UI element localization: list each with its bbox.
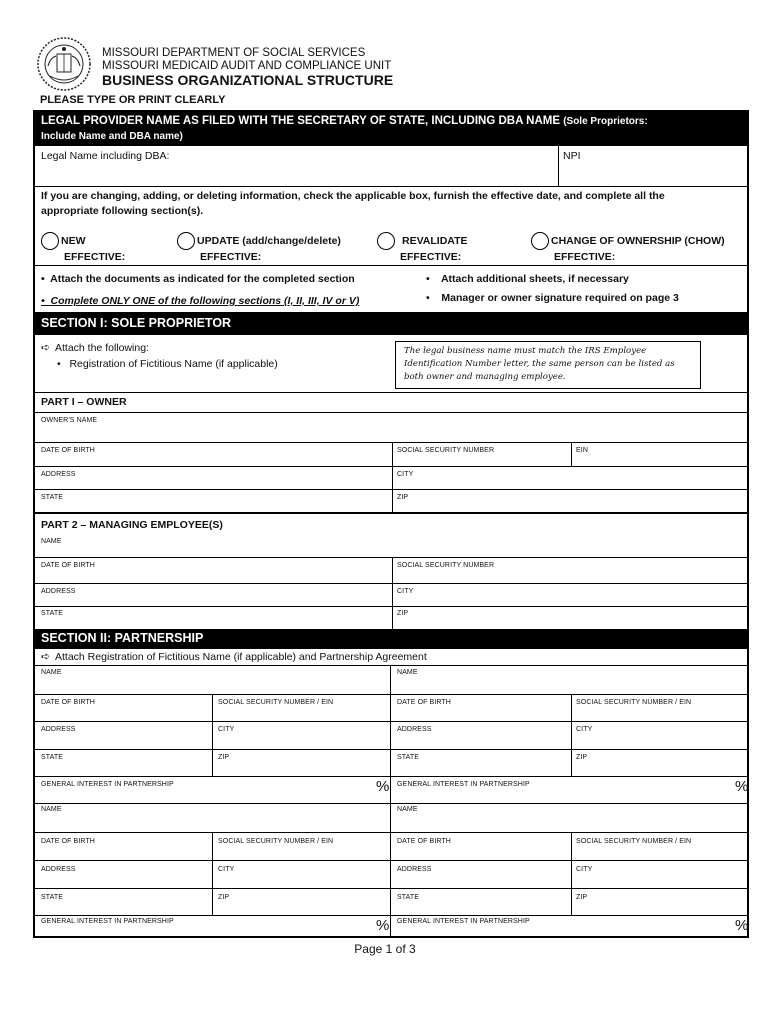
- employee-zip-label: ZIP: [397, 610, 409, 617]
- pointing-hand-icon: ➪: [41, 651, 51, 663]
- form-body: [33, 110, 749, 938]
- owner-zip-label: ZIP: [397, 494, 409, 501]
- bullet-additional-sheets: • Attach additional sheets, if necessary: [426, 273, 629, 285]
- employee-name-label: NAME: [41, 538, 62, 545]
- revalidate-checkbox[interactable]: [377, 232, 395, 250]
- page-number: Page 1 of 3: [354, 942, 416, 956]
- chow-effective-label: EFFECTIVE:: [554, 251, 616, 263]
- bullet-complete-one: • Complete ONLY ONE of the following sections (I, II, III, IV or V): [41, 295, 360, 307]
- npi-label: NPI: [563, 150, 581, 162]
- partner-2-percent-sign: %: [735, 778, 749, 795]
- chow-label: CHANGE OF OWNERSHIP (CHOW): [551, 235, 725, 247]
- partner-4-state-label: STATE: [397, 894, 420, 901]
- npi-field[interactable]: [561, 162, 747, 184]
- partner-4-interest-label: GENERAL INTEREST IN PARTNERSHIP: [397, 918, 530, 925]
- partner-2-name-label: NAME: [397, 669, 418, 676]
- owner-state-label: STATE: [41, 494, 64, 501]
- partner-4-city-label: CITY: [576, 866, 593, 873]
- partner-3-interest-label: GENERAL INTEREST IN PARTNERSHIP: [41, 918, 174, 925]
- part-2-heading: PART 2 – MANAGING EMPLOYEE(S): [41, 519, 223, 531]
- partner-2-city-label: CITY: [576, 726, 593, 733]
- partner-3-dob-label: DATE OF BIRTH: [41, 838, 95, 845]
- partner-1-ssn-label: SOCIAL SECURITY NUMBER / EIN: [218, 699, 334, 706]
- partner-3-ssn-label: SOCIAL SECURITY NUMBER / EIN: [218, 838, 334, 845]
- new-checkbox[interactable]: [41, 232, 59, 250]
- owner-ssn-label: SOCIAL SECURITY NUMBER: [397, 447, 495, 454]
- section-1-header: SECTION I: SOLE PROPRIETOR: [35, 312, 747, 335]
- partner-4-percent-sign: %: [735, 917, 749, 934]
- employee-city-label: CITY: [397, 588, 414, 595]
- section-1-note: The legal business name must match the IRS Employee Identification Number letter, the same person can be listed as both owner and managing employee.: [395, 341, 701, 389]
- partner-3-name-label: NAME: [41, 806, 62, 813]
- employee-state-label: STATE: [41, 610, 64, 617]
- owner-ein-label: EIN: [576, 447, 588, 454]
- unit-name: MISSOURI MEDICAID AUDIT AND COMPLIANCE UNIT: [102, 60, 392, 72]
- partner-2-zip-label: ZIP: [576, 754, 588, 761]
- partner-3-percent-sign: %: [376, 917, 390, 934]
- update-checkbox[interactable]: [177, 232, 195, 250]
- new-label: NEW: [61, 235, 86, 247]
- legal-name-label: Legal Name including DBA:: [41, 150, 170, 162]
- employee-address-label: ADDRESS: [41, 588, 76, 595]
- section-1-item: • Registration of Fictitious Name (if applicable): [57, 358, 278, 370]
- owner-city-label: CITY: [397, 471, 414, 478]
- partner-3-city-label: CITY: [218, 866, 235, 873]
- section-2-attach: ➪ Attach Registration of Fictitious Name (if applicable) and Partnership Agreement: [41, 651, 427, 663]
- bullet-attach-documents: • Attach the documents as indicated for the completed section: [41, 273, 355, 285]
- partner-3-zip-label: ZIP: [218, 894, 230, 901]
- form-title: BUSINESS ORGANIZATIONAL STRUCTURE: [102, 72, 394, 88]
- chow-checkbox[interactable]: [531, 232, 549, 250]
- partner-4-name-label: NAME: [397, 806, 418, 813]
- owner-address-label: ADDRESS: [41, 471, 76, 478]
- partner-1-zip-label: ZIP: [218, 754, 230, 761]
- section-2-header: SECTION II: PARTNERSHIP: [35, 629, 747, 649]
- partner-2-ssn-label: SOCIAL SECURITY NUMBER / EIN: [576, 699, 692, 706]
- department-name: MISSOURI DEPARTMENT OF SOCIAL SERVICES: [102, 47, 366, 59]
- employee-ssn-label: SOCIAL SECURITY NUMBER: [397, 562, 495, 569]
- revalidate-effective-label: EFFECTIVE:: [400, 251, 462, 263]
- partner-4-zip-label: ZIP: [576, 894, 588, 901]
- partner-1-city-label: CITY: [218, 726, 235, 733]
- employee-dob-label: DATE OF BIRTH: [41, 562, 95, 569]
- part-1-heading: PART I – OWNER: [41, 396, 127, 408]
- state-seal-icon: [36, 36, 92, 92]
- partner-3-address-label: ADDRESS: [41, 866, 76, 873]
- partner-2-address-label: ADDRESS: [397, 726, 432, 733]
- bullet-signature-required: • Manager or owner signature required on page 3: [426, 292, 679, 304]
- legal-name-field[interactable]: [37, 162, 555, 184]
- new-effective-label: EFFECTIVE:: [64, 251, 126, 263]
- update-effective-label: EFFECTIVE:: [200, 251, 262, 263]
- instructions-line-1: If you are changing, adding, or deleting information, check the applicable box, furnish the effective date, and complete all the: [41, 190, 665, 202]
- partner-2-interest-label: GENERAL INTEREST IN PARTNERSHIP: [397, 781, 530, 788]
- partner-4-ssn-label: SOCIAL SECURITY NUMBER / EIN: [576, 838, 692, 845]
- update-label: UPDATE (add/change/delete): [197, 235, 341, 247]
- partner-2-state-label: STATE: [397, 754, 420, 761]
- partner-1-name-label: NAME: [41, 669, 62, 676]
- owner-dob-label: DATE OF BIRTH: [41, 447, 95, 454]
- partner-4-dob-label: DATE OF BIRTH: [397, 838, 451, 845]
- print-instruction: PLEASE TYPE OR PRINT CLEARLY: [40, 94, 226, 106]
- instructions-line-2: appropriate following section(s).: [41, 205, 204, 217]
- partner-1-state-label: STATE: [41, 754, 64, 761]
- partner-1-percent-sign: %: [376, 778, 390, 795]
- section-1-attach: ➪ Attach the following:: [41, 342, 149, 354]
- partner-4-address-label: ADDRESS: [397, 866, 432, 873]
- partner-3-state-label: STATE: [41, 894, 64, 901]
- pointing-hand-icon: ➪: [41, 342, 51, 354]
- owners-name-field[interactable]: [37, 426, 747, 440]
- owners-name-label: OWNER'S NAME: [41, 417, 98, 424]
- partner-2-dob-label: DATE OF BIRTH: [397, 699, 451, 706]
- partner-1-dob-label: DATE OF BIRTH: [41, 699, 95, 706]
- partner-1-address-label: ADDRESS: [41, 726, 76, 733]
- legal-name-header: LEGAL PROVIDER NAME AS FILED WITH THE SECRETARY OF STATE, INCLUDING DBA NAME (Sole Proprietors: Include Name and DBA name): [35, 112, 747, 146]
- partner-1-interest-label: GENERAL INTEREST IN PARTNERSHIP: [41, 781, 174, 788]
- revalidate-label: REVALIDATE: [402, 235, 468, 247]
